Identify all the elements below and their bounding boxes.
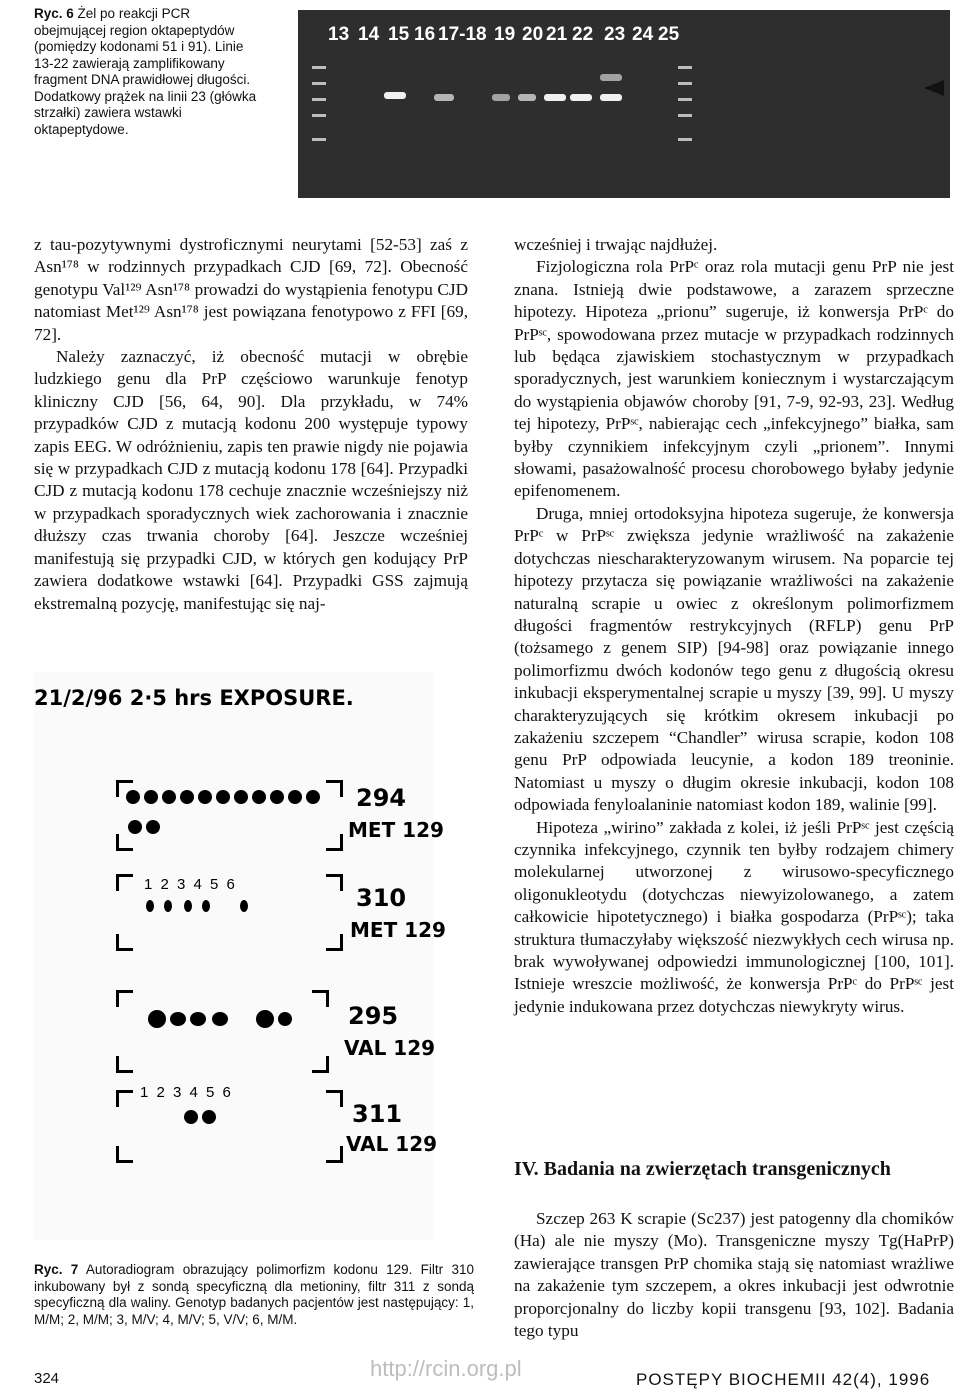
gel-band [518, 94, 536, 101]
blot-dot [146, 820, 160, 834]
blot-dot [144, 790, 158, 804]
gel-ladder-band [678, 138, 692, 141]
gel-lane-label: 21 [546, 24, 568, 45]
blot-dot [128, 820, 142, 834]
gel-band-insert [600, 74, 622, 81]
gel-ladder-band [678, 98, 692, 101]
panel-corner [326, 834, 343, 851]
blot-dot [270, 790, 284, 804]
blot-dot [278, 1012, 292, 1026]
blot-dot [164, 900, 172, 912]
panel-genotype: VAL 129 [346, 1132, 438, 1156]
gel-lane-label: 22 [572, 24, 594, 45]
panel-corner [116, 1146, 133, 1163]
gel-band [570, 94, 592, 101]
blot-dot [212, 1012, 228, 1026]
blot-dot [190, 1012, 206, 1026]
figure-7-autoradiogram [34, 672, 446, 1240]
blot-dot [180, 790, 194, 804]
figure-6-label: Ryc. 6 [34, 6, 74, 21]
gel-lane-label: 19 [494, 24, 516, 45]
gel-band [492, 94, 510, 101]
panel-corner [312, 990, 329, 1007]
panel-genotype: MET 129 [350, 918, 446, 942]
gel-lane-label: 16 [414, 24, 436, 45]
blot-dot [170, 1012, 186, 1026]
panel-corner [116, 1056, 133, 1073]
gel-ladder-band [312, 138, 326, 141]
figure-6-caption-text: Żel po reakcji PCR obejmującej region oktapeptydów (pomiędzy kodonami 51 i 91). Linie 13-22 zawierają zamplifikowany fragment DNA prawidłowej długości. Dodatkowy prążek na linii 23 (główka strzałki) zawiera wstawki oktapeptydowe. [34, 6, 257, 137]
paragraph: Druga, mniej ortodoksyjna hipoteza sugeruje, że konwersja PrPᶜ w PrPˢᶜ zwiększa jedynie wrażliwość na zakażenie dotychczas niescharakteryzowanym wirusem. Na poparcie tej hipotezy przytacza się powiązanie wrażliwości na zakażenie naturalną scrapie u owiec z określonym polimorfizmem długości fragmentów restrykcyjnych (RFLP) genu PrP (tożsamego z genem SIP) [94-98] oraz powiązanie innego polimorfizmu dwóch kodonów tego genu z długością okresu inkubacji eksperymentalnej scrapie u myszy [39, 99]. U myszy charakteryzujących się krótkim okresem inkubacji po zakażeniu szczepem “Chandler” wirusa scrapie, kodon 108 genu PrP odpowiada leucynie, a kodon 189 treoninie. Natomiast u myszy o długim okresie inkubacji, kodon 108 odpowiada fenyloalaninie natomiast kodon 189, walinie [99]. [514, 503, 954, 815]
gel-lane-label: 14 [358, 24, 380, 45]
autoradiogram-header: 21/2/96 2·5 hrs EXPOSURE. [34, 686, 354, 710]
panel-corner [326, 874, 343, 891]
gel-lane-label: 17-18 [438, 24, 487, 45]
gel-lane-label: 20 [522, 24, 544, 45]
panel-id: 294 [356, 784, 407, 812]
panel-corner [326, 1090, 343, 1107]
gel-band [434, 94, 454, 101]
blot-dot [146, 900, 154, 912]
blot-dot [202, 1110, 216, 1124]
panel-corner [326, 934, 343, 951]
figure-7-caption-text: Autoradiogram obrazujący polimorfizm kodonu 129. Filtr 310 inkubowany był z sondą specyficzną dla metioniny, filtr 311 z sondą specyficzną dla waliny. Genotyp badanych pacjentów jest następujący: 1, M/M; 2, M/M; 3, M/V; 4, M/V; 5, V/V; 6, M/M. [34, 1262, 474, 1327]
gel-lane-label: 23 [604, 24, 626, 45]
gel-band [544, 94, 566, 101]
panel-corner [116, 834, 133, 851]
blot-dot [198, 790, 212, 804]
gel-lane-label: 13 [328, 24, 350, 45]
blot-dot [202, 900, 210, 912]
journal-name: POSTĘPY BIOCHEMII 42(4), 1996 [636, 1370, 931, 1389]
blot-dot [256, 1010, 274, 1028]
panel-id: 310 [356, 884, 407, 912]
panel-corner [116, 874, 133, 891]
gel-band [600, 94, 622, 101]
page-number: 324 [34, 1370, 60, 1387]
lane-numbers: 1 2 3 4 5 6 [140, 1084, 233, 1101]
panel-id: 311 [352, 1100, 403, 1128]
paragraph: z tau-pozytywnymi dystroficznymi neurytami [52-53] zaś z Asn¹⁷⁸ w rodzinnych przypadkach CJD [69, 72]. Obecność genotypu Val¹²⁹ Asn¹⁷⁸ prowadzi do wystąpienia fenotypu CJD natomiast Met¹²⁹ Asn¹⁷⁸ jest powiązana fenotypowo z FFI [69, 72]. [34, 235, 468, 344]
panel-corner [116, 1090, 133, 1107]
panel-corner [312, 1056, 329, 1073]
paragraph: wcześniej i trwając najdłużej. [514, 235, 718, 254]
gel-ladder-band [678, 114, 692, 117]
gel-lane-label: 25 [658, 24, 680, 45]
gel-ladder-band [678, 82, 692, 85]
blot-dot [162, 790, 176, 804]
paragraph: Należy zaznaczyć, iż obecność mutacji w obrębie ludzkiego genu dla PrP częściowo warunkuje fenotyp kliniczny CJD [56, 64, 90]. Dla przykładu, w 74% przypadków CJD z mutacją kodonu 200 występuje typowy zapis EEG. W odróżnieniu, zapis ten prawie nigdy nie pojawia się w przypadkach CJD z mutacją kodonu 178 [64]. Przypadki CJD z mutacją kodonu 178 cechuje znacznie wcześniejszy niż w przypadkach sporadycznych wiek zachorowania i znacznie dłuższy czas trwania choroby [64]. Jeszcze wcześniej manifestują się przypadki CJD, w których gen kodujący PrP zawiera dodatkowe wstawki [64]. Przypadki GSS zajmują ekstremalną pozycję, manifestując się naj- [34, 347, 468, 613]
panel-corner [326, 780, 343, 797]
gel-lane-label: 24 [632, 24, 654, 45]
figure-7-label: Ryc. 7 [34, 1262, 79, 1277]
blot-dot [252, 790, 266, 804]
gel-ladder-band [678, 66, 692, 69]
gel-lane-label: 15 [388, 24, 410, 45]
gel-ladder-band [312, 82, 326, 85]
panel-id: 295 [348, 1002, 399, 1030]
gel-ladder-band [312, 114, 326, 117]
panel-genotype: VAL 129 [344, 1036, 436, 1060]
lane-numbers: 1 2 3 4 5 6 [144, 876, 237, 893]
right-text-column-continued [514, 1208, 954, 1342]
panel-genotype: MET 129 [348, 818, 444, 842]
panel-corner [116, 990, 133, 1007]
panel-corner [326, 1146, 343, 1163]
paragraph: Fizjologiczna rola PrPᶜ oraz rola mutacji genu PrP nie jest znana. Istnieją dwie podstawowe, a zarazem sprzeczne hipotezy. Hipoteza „prionu” sugeruje, iż konwersja PrPᶜ do PrPˢᶜ, spowodowana przez mutacje w przypadkach rodzinnych lub będąca zjawiskiem stochastycznym w przypadkach sporadycznych, jest warunkiem koniecznym i wystarczającym do wystąpienia objawów choroby [91, 7-9, 92-93, 23]. Według tej hipotezy, PrPˢᶜ, nabierając cech „infekcyjnego” białka, sam byłby czynnikiem infekcyjnym czyli „prionem”. Innymi słowami, pasażowalność procesu chorobowego byłaby jedynie epifenomenem. [514, 257, 954, 501]
section-heading: IV. Badania na zwierzętach transgenicznych [514, 1158, 891, 1180]
figure-6-caption [34, 6, 264, 138]
blot-dot [234, 790, 248, 804]
blot-dot [184, 1110, 198, 1124]
figure-7-caption [34, 1262, 474, 1328]
paragraph: Szczep 263 K scrapie (Sc237) jest patogenny dla chomików (Ha) ale nie myszy (Mo). Transgeniczne myszy Tg(HaPrP) zawierające transgen PrP chomika stają się natomiast wrażliwe na zakażenie tym szczepem, a okres inkubacji jest odwrotnie proporcjonalny do liczby kopii transgenu [93, 102]. Badania tego typu [514, 1209, 954, 1341]
blot-dot [240, 900, 248, 912]
left-text-column [34, 234, 468, 615]
blot-dot [126, 790, 140, 804]
gel-ladder-band [312, 66, 326, 69]
gel-band [384, 92, 406, 99]
right-text-column [514, 234, 954, 1018]
blot-dot [306, 790, 320, 804]
gel-ladder-band [312, 98, 326, 101]
blot-dot [288, 790, 302, 804]
source-url: http://rcin.org.pl [370, 1356, 522, 1381]
panel-corner [116, 934, 133, 951]
figure-6-gel-image [298, 10, 950, 198]
paragraph: Hipoteza „wirino” zakłada z kolei, iż jeśli PrPˢᶜ jest częścią czynnika infekcyjnego, czynnik ten byłby rodzajem chimery molekularnej utworzonej z wirusowo-specyficznego oligonukleotydu (dotychczas niewyizolowanego, a zatem całkowicie hipotetycznego) i białka gospodarza (PrPˢᶜ); taka struktura tłumaczyłaby większość niezwykłych cech wirusa np. brak wywoływanej odpowiedzi immunologicznej [100, 101]. Istnieje wreszcie możliwość, że konwersja PrPᶜ do PrPˢᶜ jest jedynie indukowana przez dotychczas niewykryty wirus. [514, 817, 954, 1016]
blot-dot [216, 790, 230, 804]
arrowhead-icon [924, 80, 944, 96]
blot-dot [184, 900, 192, 912]
blot-dot [148, 1010, 166, 1028]
